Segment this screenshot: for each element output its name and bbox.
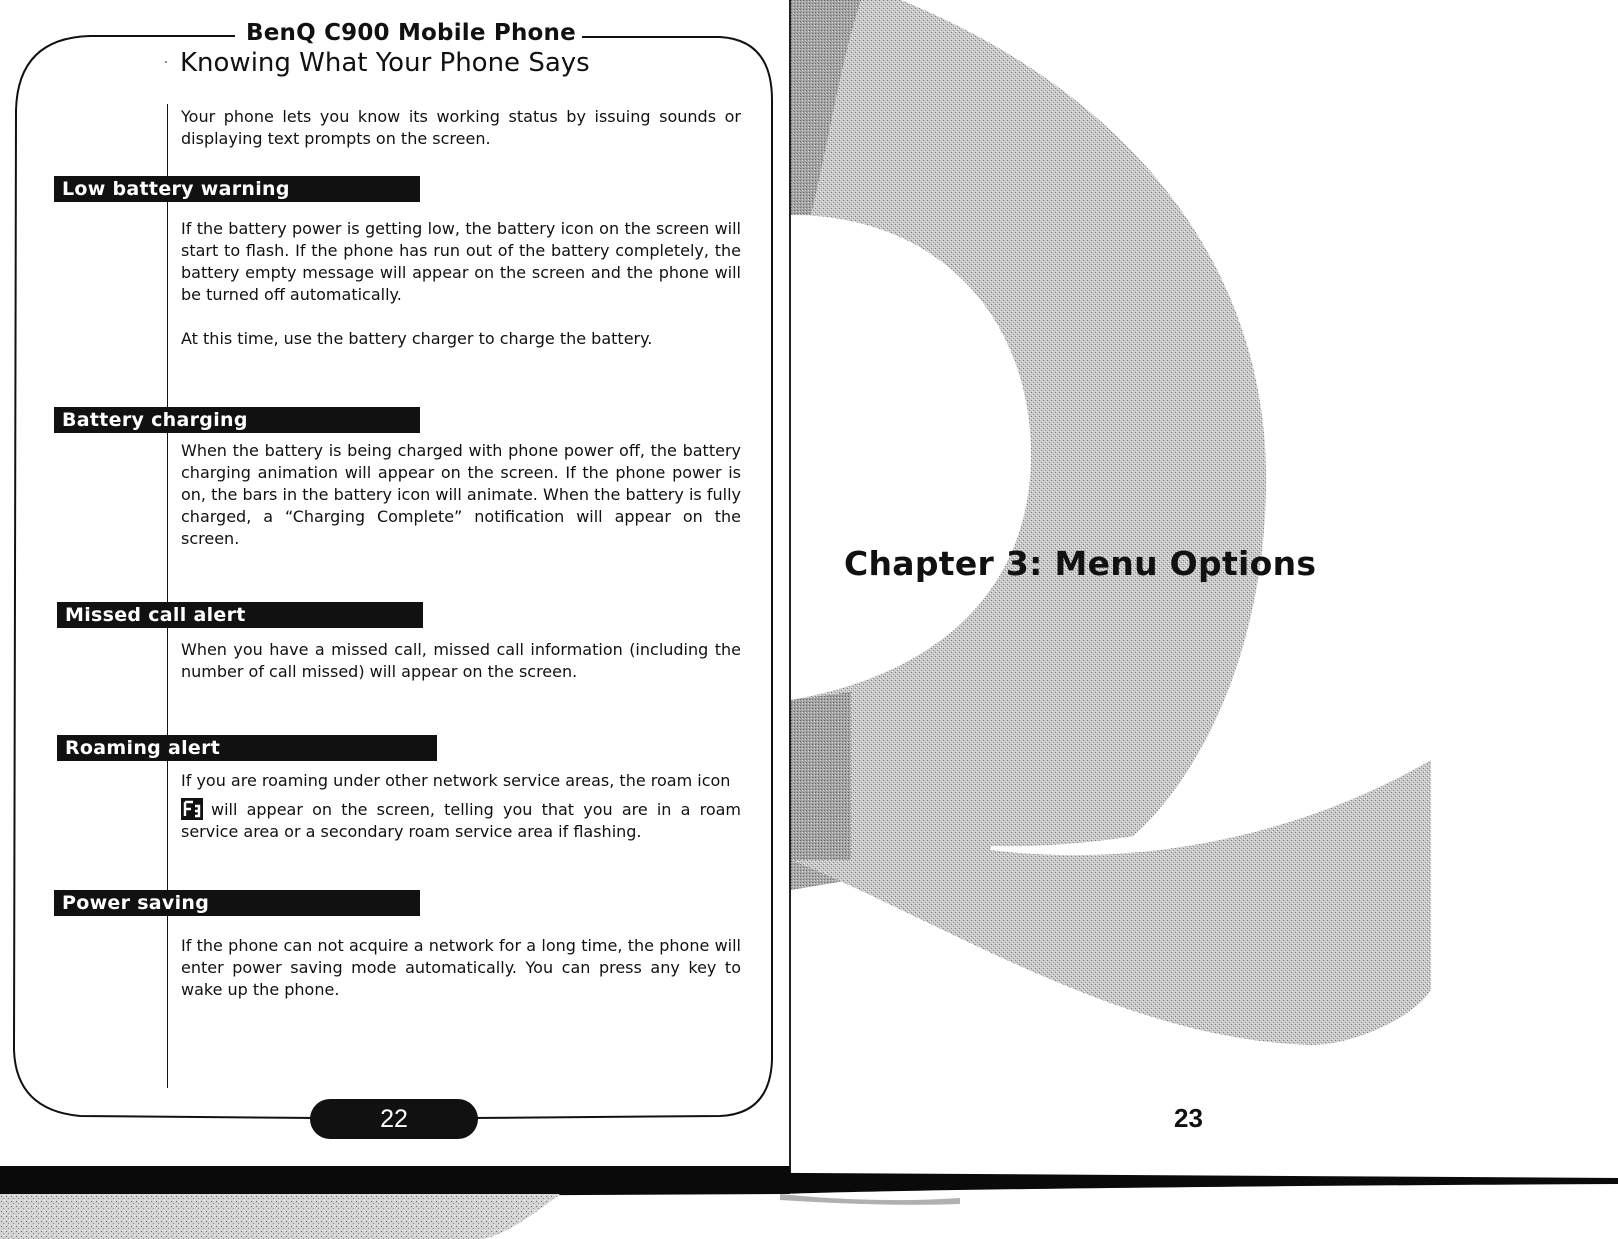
- section-heading-battery-charging: Battery charging: [54, 407, 420, 433]
- missed-call-paragraph: When you have a missed call, missed call information (including the number of call missed) will appear on the screen.: [181, 640, 741, 681]
- page-number-right: 23: [1174, 1103, 1203, 1133]
- power-saving-paragraph: If the phone can not acquire a network for a long time, the phone will enter power saving mode automatically. You can press any key to wake up the phone.: [181, 936, 741, 999]
- chapter-title: Chapter 3: Menu Options: [844, 544, 1317, 583]
- roaming-paragraph-1: If you are roaming under other network service areas, the roam icon: [181, 771, 731, 790]
- running-header: BenQ C900 Mobile Phone: [240, 20, 582, 46]
- roaming-paragraph-2-row: [181, 798, 741, 843]
- battery-charging-paragraph: When the battery is being charged with phone power off, the battery charging animation will appear on the screen. If the phone power is on, the bars in the battery icon will animate. When the battery is fully charged, a “Charging Complete” notification will appear on the screen.: [181, 441, 741, 548]
- section-heading-missed-call: Missed call alert: [57, 602, 423, 628]
- low-battery-paragraph-2: At this time, use the battery charger to charge the battery.: [181, 329, 653, 348]
- section-heading-power-saving: Power saving: [54, 890, 420, 916]
- margin-rule: [167, 104, 168, 1088]
- page-number-left: 22: [310, 1099, 478, 1139]
- low-battery-paragraph-1: If the battery power is getting low, the battery icon on the screen will start to flash. If the phone has run out of the battery completely, the battery empty message will appear on the screen and the phone will be turned off automatically.: [181, 219, 741, 304]
- page-title: Knowing What Your Phone Says: [180, 48, 590, 78]
- roam-icon: [181, 798, 203, 820]
- intro-paragraph: Your phone lets you know its working status by issuing sounds or displaying text prompts on the screen.: [181, 107, 741, 148]
- section-heading-low-battery: Low battery warning: [54, 176, 420, 202]
- scan-bottom-edge: [0, 1160, 1618, 1239]
- section-heading-roaming: Roaming alert: [57, 735, 437, 761]
- roaming-paragraph-2: will appear on the screen, telling you that you are in a roam service area or a secondary roam service area if flashing.: [181, 800, 741, 841]
